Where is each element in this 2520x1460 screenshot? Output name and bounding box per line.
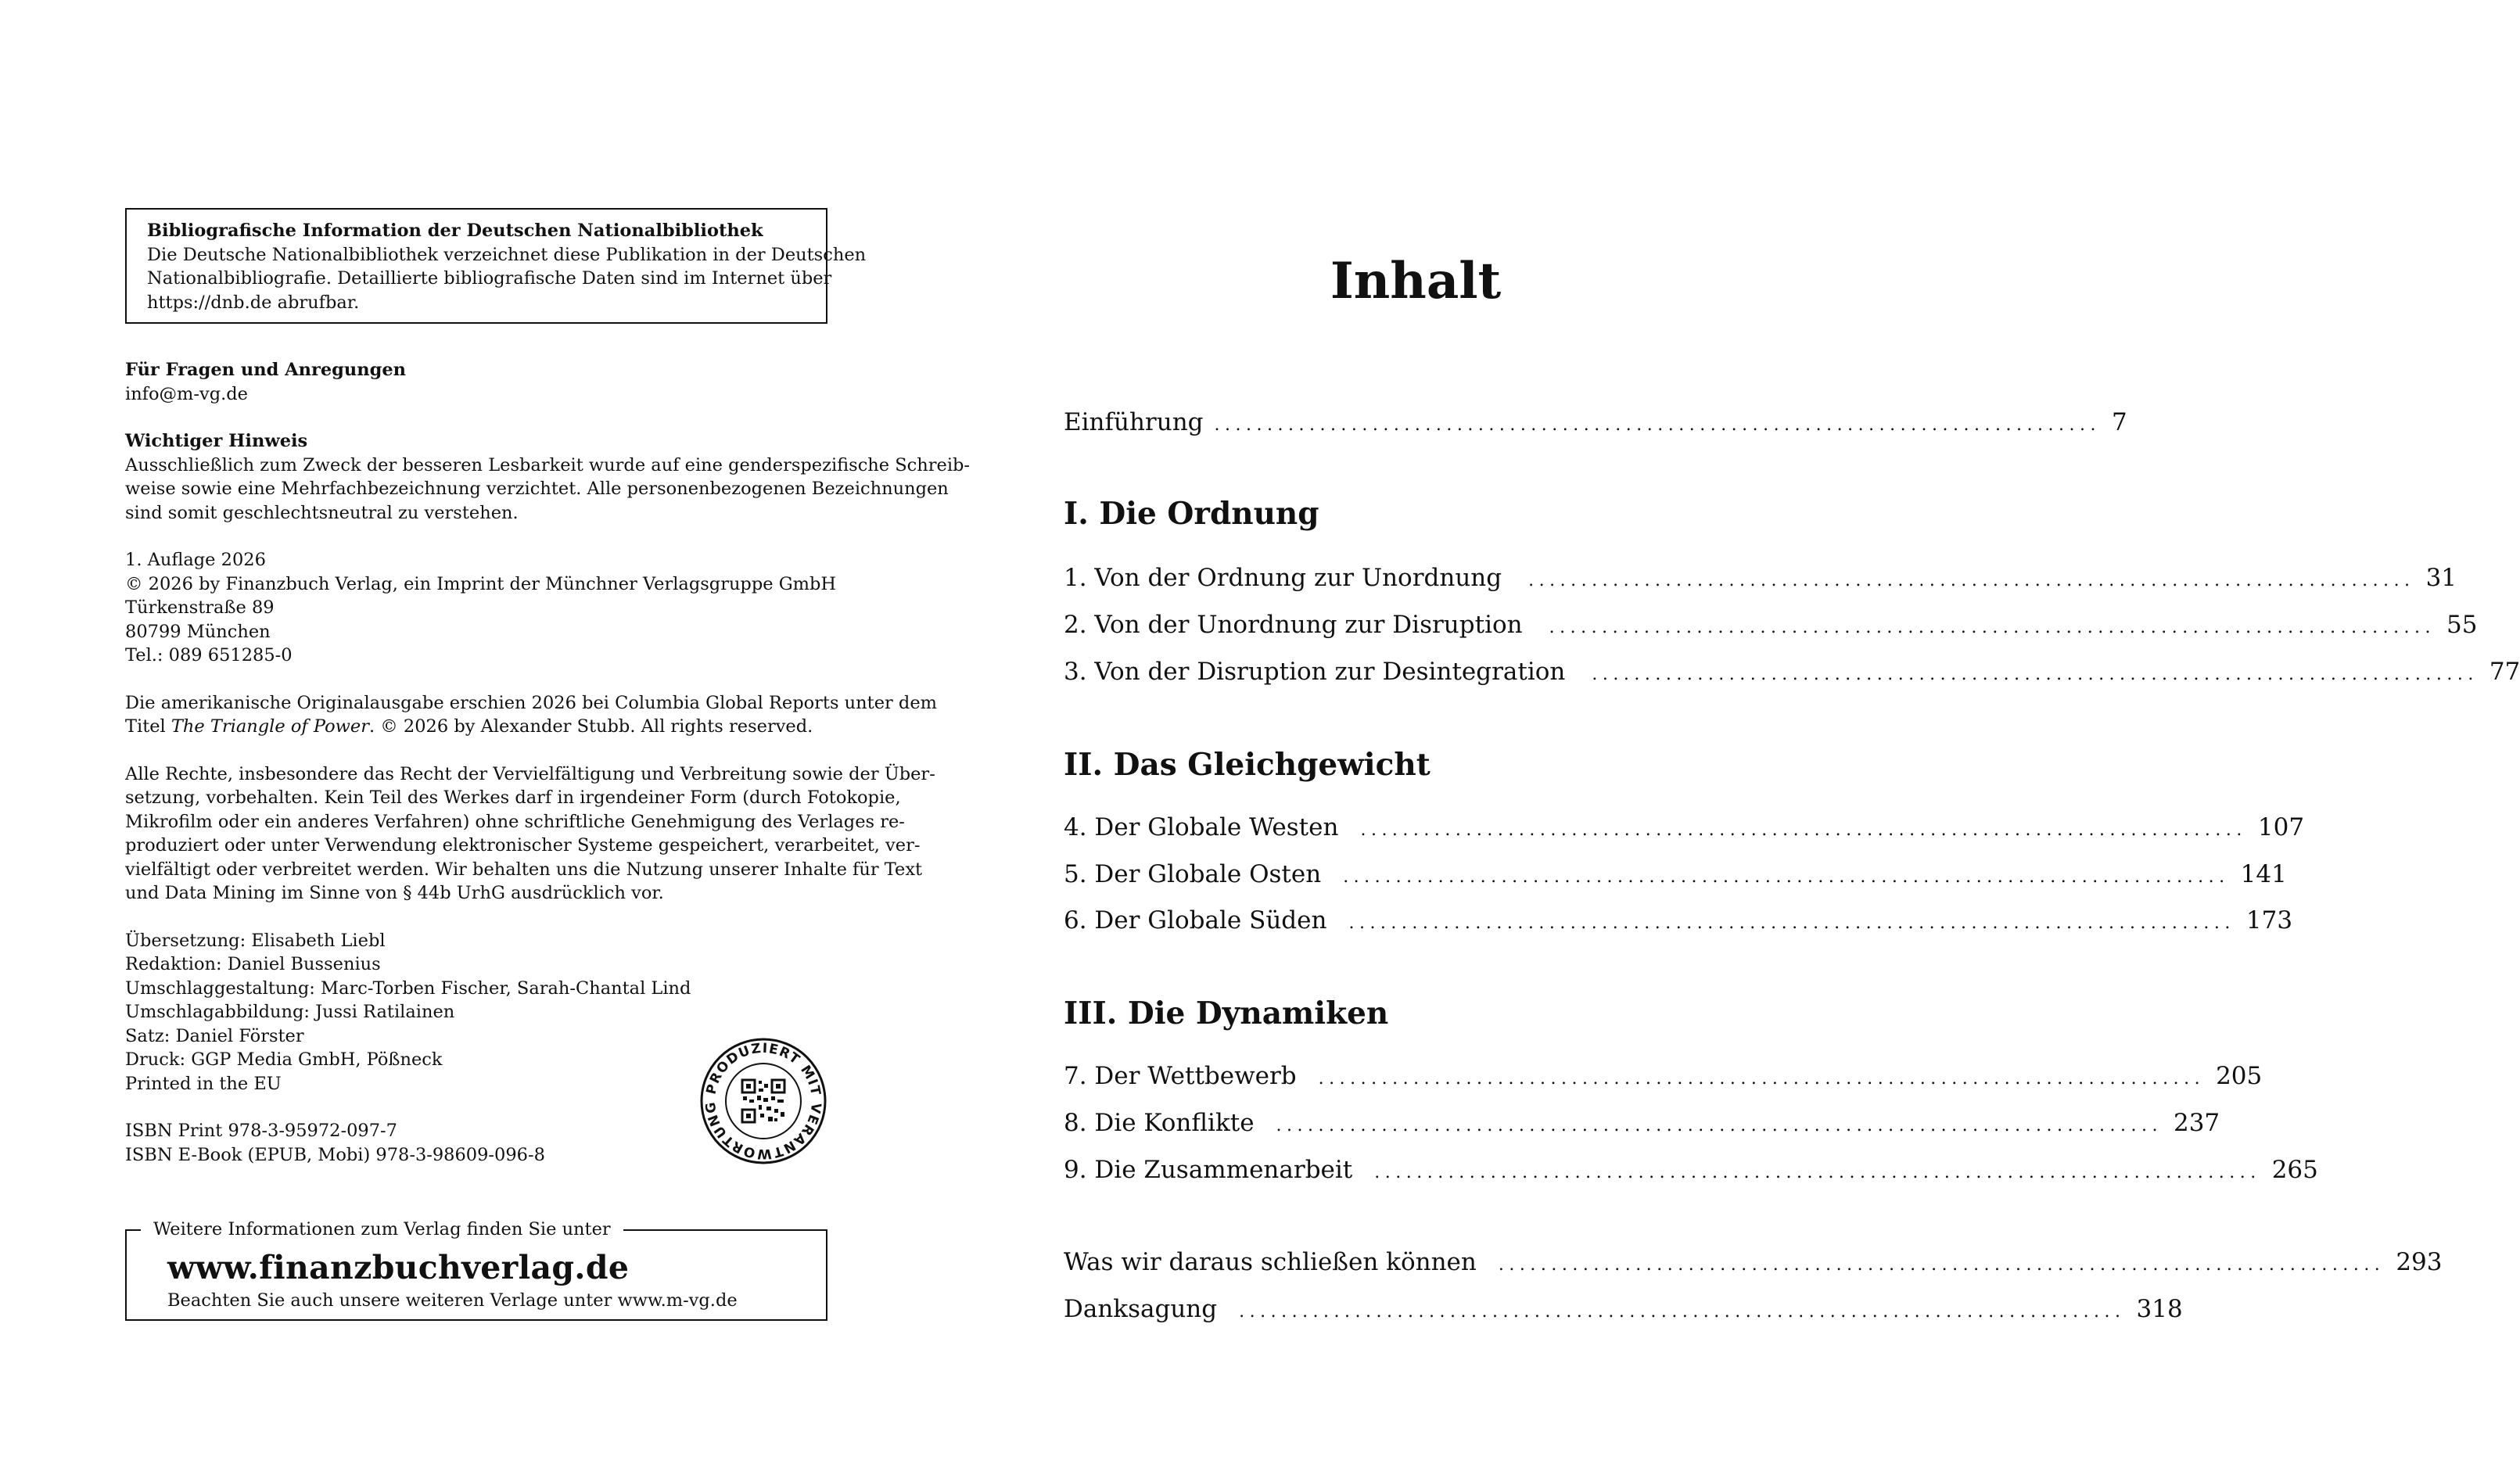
notice-section — [125, 429, 971, 525]
contact-section — [125, 358, 827, 406]
toc-leader-dots: .................................................................................... — [1276, 1116, 2163, 1135]
original-prefix: Titel — [125, 716, 171, 737]
original-line: Die amerikanische Originalausgabe erschien 2026 bei Columbia Global Reports unter dem — [125, 692, 937, 713]
publisher-website-link[interactable]: www.finanzbuchverlag.de — [167, 1249, 630, 1286]
isbn-ebook: ISBN E-Book (EPUB, Mobi) 978-3-98609-096-8 — [125, 1144, 545, 1165]
toc-part-heading: III. Die Dynamiken — [1064, 995, 1389, 1031]
publisher-street: Türkenstraße 89 — [125, 597, 275, 618]
toc-leader-dots: .................................................................................... — [1592, 665, 2479, 684]
imprint-page — [125, 208, 971, 1167]
toc-leader-dots: .................................................................................... — [1498, 1255, 2385, 1275]
toc-entry-chapter-7[interactable] — [1064, 1059, 2263, 1093]
toc-entry-chapter-8[interactable] — [1064, 1106, 2220, 1140]
toc-entry-chapter-9[interactable] — [1064, 1153, 2318, 1187]
toc-entry-chapter-5[interactable] — [1064, 857, 2287, 891]
biblio-line: Die Deutsche Nationalbibliothek verzeichnet diese Publikation in der Deutschen — [147, 244, 867, 265]
credit-printing: Druck: GGP Media GmbH, Pößneck — [125, 1049, 443, 1070]
toc-leader-dots: .................................................................................... — [1374, 1163, 2261, 1182]
toc-leader-dots: .................................................................................... — [1318, 1069, 2206, 1089]
isbn-print: ISBN Print 978-3-95972-097-7 — [125, 1121, 397, 1141]
toc-entry-acknowledgements[interactable] — [1064, 1292, 2183, 1326]
toc-entry-label: 6. Der Globale Süden — [1064, 906, 1327, 934]
credits-section — [125, 929, 827, 1168]
rights-line: und Data Mining im Sinne von § 44b UrhG ausdrücklich vor. — [125, 883, 664, 903]
original-line — [125, 715, 827, 739]
publisher-phone: Tel.: 089 651285-0 — [125, 645, 293, 665]
toc-leader-dots: .................................................................................... — [1528, 571, 2415, 590]
rights-line: Mikrofilm oder ein anderes Verfahren) ohne schriftliche Genehmigung des Verlages re- — [125, 811, 905, 832]
toc-leader-dots: .................................................................................... — [1549, 618, 2436, 637]
biblio-link: https://dnb.de abrufbar. — [147, 292, 360, 313]
credit-editing: Redaktion: Daniel Bussenius — [125, 954, 381, 974]
rights-line: produziert oder unter Verwendung elektronischer Systeme gespeichert, verarbeitet, ver- — [125, 835, 921, 856]
toc-entry-chapter-6[interactable] — [1064, 903, 2293, 938]
copyright: © 2026 by Finanzbuch Verlag, ein Imprint der Münchner Verlagsgruppe GmbH — [125, 573, 837, 594]
toc-entry-chapter-1[interactable] — [1064, 561, 2457, 595]
toc-page-number: 205 — [2216, 1062, 2263, 1090]
notice-line: Ausschließlich zum Zweck der besseren Lesbarkeit wurde auf eine genderspezifische Schreib- — [125, 454, 971, 475]
contact-email: info@m-vg.de — [125, 383, 248, 404]
edition: 1. Auflage 2026 — [125, 550, 266, 570]
toc-page-number: 293 — [2396, 1248, 2443, 1276]
credit-translation: Übersetzung: Elisabeth Liebl — [125, 930, 386, 951]
toc-page-number: 7 — [2111, 408, 2127, 436]
rights-line: vielfältigt oder verbreitet werden. Wir behalten uns die Nutzung unserer Inhalte für Text — [125, 859, 923, 880]
produced-responsibly-seal-icon — [699, 1037, 827, 1165]
seal-text: PRODUZIERT MIT VERANTWORTUNG — [702, 1040, 824, 1161]
toc-leader-dots: .................................................................................... — [1343, 867, 2230, 887]
toc-leader-dots: .................................................................................... — [1239, 1302, 2126, 1322]
rights-section — [125, 762, 935, 906]
original-edition-section — [125, 691, 937, 739]
original-suffix: . © 2026 by Alexander Stubb. All rights reserved. — [368, 716, 813, 737]
toc-title: Inhalt — [1330, 252, 1502, 310]
credit-typesetting: Satz: Daniel Förster — [125, 1025, 304, 1046]
toc-page-number: 77 — [2489, 658, 2520, 686]
toc-page-number: 141 — [2240, 860, 2287, 888]
toc-entry-intro[interactable] — [1064, 405, 2127, 439]
toc-entry-label: 7. Der Wettbewerb — [1064, 1062, 1297, 1090]
rights-line: setzung, vorbehalten. Kein Teil des Werkes darf in irgendeiner Form (durch Fotokopie, — [125, 787, 901, 808]
credit-printed-in: Printed in the EU — [125, 1073, 282, 1094]
credit-cover-design: Umschlaggestaltung: Marc-Torben Fischer, Sarah-Chantal Lind — [125, 978, 691, 999]
contact-heading: Für Fragen und Anregungen — [125, 360, 407, 380]
toc-leader-dots: .................................................................................... — [1360, 820, 2247, 840]
toc-entry-chapter-2[interactable] — [1064, 608, 2478, 642]
biblio-heading: Bibliografische Information der Deutschen Nationalbibliothek — [147, 221, 763, 241]
notice-heading: Wichtiger Hinweis — [125, 431, 308, 451]
toc-entry-label: Danksagung — [1064, 1295, 1218, 1323]
toc-entry-chapter-4[interactable] — [1064, 810, 2305, 845]
toc-entry-label: 3. Von der Disruption zur Desintegration — [1064, 658, 1566, 686]
toc-entry-chapter-3[interactable] — [1064, 655, 2520, 689]
toc-page-number: 318 — [2136, 1295, 2183, 1323]
publisher-section — [125, 548, 837, 668]
notice-line: weise sowie eine Mehrfachbezeichnung verzichtet. Alle personenbezogenen Bezeichnungen — [125, 479, 949, 499]
toc-page-number: 31 — [2425, 564, 2457, 592]
toc-entry-label: 9. Die Zusammenarbeit — [1064, 1156, 1353, 1184]
toc-entry-label: 2. Von der Unordnung zur Disruption — [1064, 611, 1523, 639]
qr-code-icon — [740, 1078, 787, 1125]
toc-page-number: 173 — [2245, 906, 2293, 934]
bibliographic-info-box — [125, 208, 867, 324]
toc-page-number: 237 — [2173, 1109, 2220, 1137]
toc-page-number: 265 — [2271, 1156, 2318, 1184]
toc-entry-label: Was wir daraus schließen können — [1064, 1248, 1477, 1276]
publisher-website-box — [125, 1219, 827, 1321]
toc-entry-label: Einführung — [1064, 408, 1204, 436]
toc-part-heading: I. Die Ordnung — [1064, 496, 1319, 532]
publisher-city: 80799 München — [125, 621, 271, 642]
toc-part-heading: II. Das Gleichgewicht — [1064, 747, 1431, 783]
toc-page-number: 107 — [2257, 813, 2305, 841]
website-note: Beachten Sie auch unsere weiteren Verlage unter www.m-vg.de — [167, 1290, 738, 1311]
toc-entry-label: 1. Von der Ordnung zur Unordnung — [1064, 564, 1502, 592]
toc-entry-label: 4. Der Globale Westen — [1064, 813, 1339, 841]
rights-line: Alle Rechte, insbesondere das Recht der Vervielfältigung und Verbreitung sowie der Über- — [125, 763, 935, 784]
toc-page-number: 55 — [2446, 611, 2478, 639]
toc-entry-conclusion[interactable] — [1064, 1245, 2443, 1279]
credit-cover-image: Umschlagabbildung: Jussi Ratilainen — [125, 1002, 455, 1022]
toc-leader-dots: .................................................................................... — [1348, 913, 2235, 933]
toc-leader-dots: .................................................................................... — [1214, 415, 2101, 435]
toc-entry-label: 8. Die Konflikte — [1064, 1109, 1255, 1137]
toc-entry-label: 5. Der Globale Osten — [1064, 860, 1322, 888]
notice-line: sind somit geschlechtsneutral zu verstehen. — [125, 502, 519, 523]
biblio-line: Nationalbibliografie. Detaillierte bibliografische Daten sind im Internet über — [147, 268, 832, 289]
website-legend: Weitere Informationen zum Verlag finden Sie unter — [141, 1218, 623, 1241]
original-title: The Triangle of Power — [171, 716, 369, 737]
